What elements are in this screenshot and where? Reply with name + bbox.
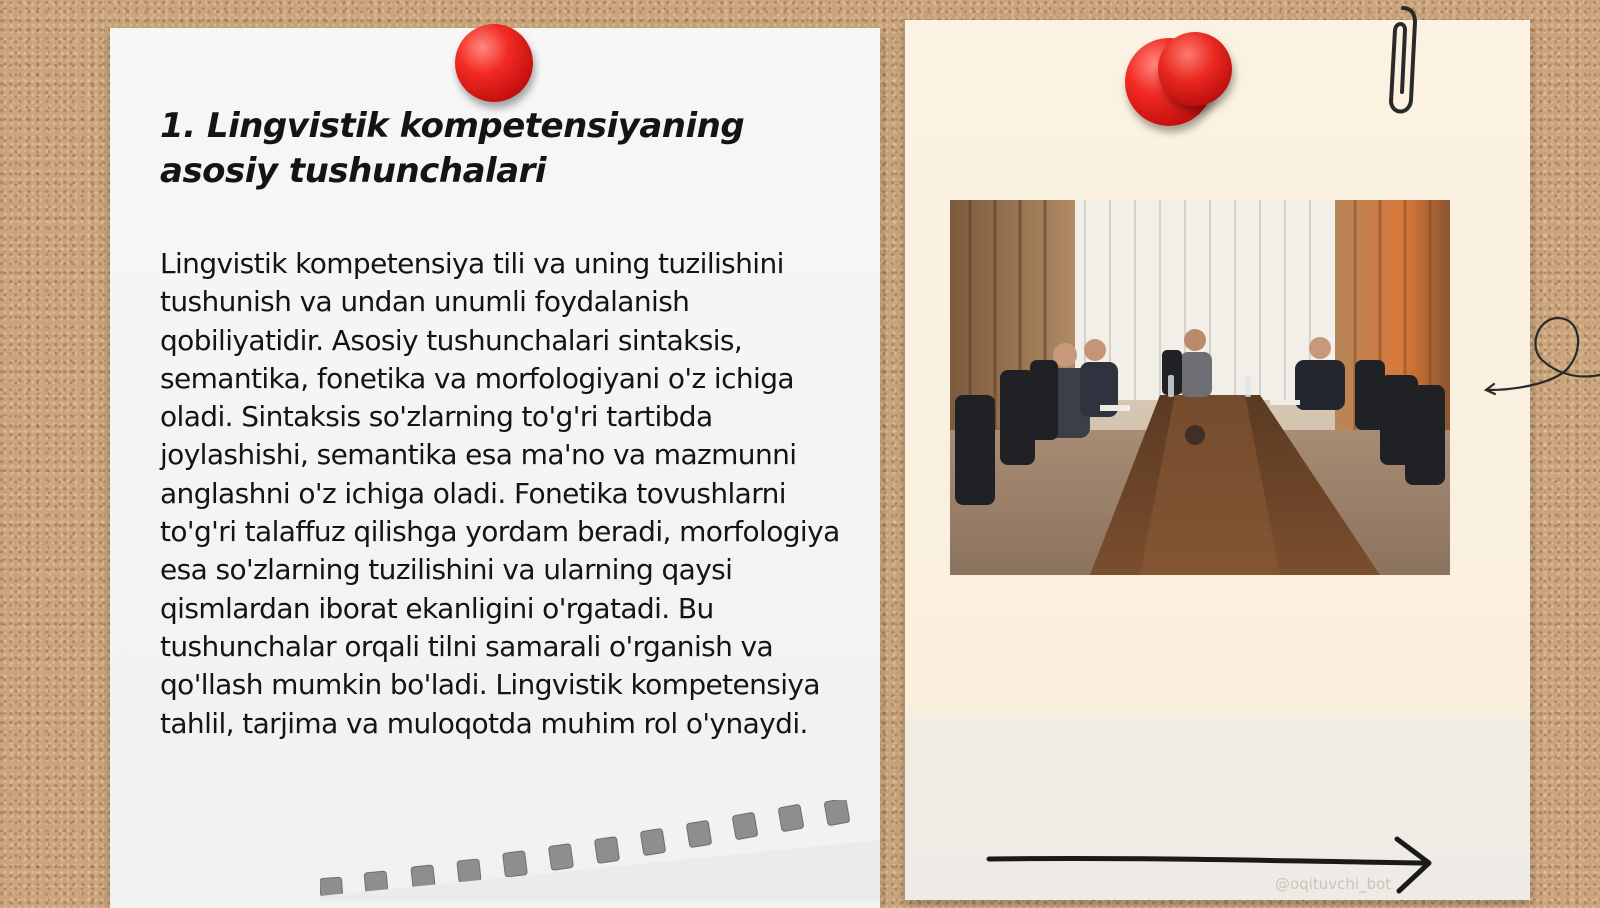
loop-arrow-doodle (1480, 310, 1600, 410)
paper-clip-icon (1375, 0, 1425, 125)
push-pin-icon (1158, 32, 1232, 106)
spiral-binding-decoration (320, 800, 880, 900)
slide-body-text: Lingvistik kompetensiya tili va uning tuzilishini tushunish va undan unumli foydalanish qobiliyatidir. Asosiy tushunchalari sintaksis, semantika, fonetika va morfologiyani o'z ichiga oladi. Sintaksis so'zlarning to'g'ri tartibda joylashishi, semantika esa ma'no va mazmunni anglashni o'z ichiga oladi. Fonetika tovushlarni to'g'ri talaffuz qilishga yordam beradi, morfologiya esa so'zlarning tuzilishini va ularning qaysi qismlardan iborat ekanligini o'rgatadi. Bu tushunchalar orqali tilni samarali o'rganish va qo'llash mumkin bo'ladi. Lingvistik kompetensiya tahlil, tarjima va muloqotda muhim rol o'ynaydi. (160, 247, 840, 740)
watermark-text: @oqituvchi_bot (1275, 875, 1392, 893)
push-pin-icon (455, 24, 533, 102)
slide-heading: 1. Lingvistik kompetensiyaning asosiy tushunchalari (160, 106, 745, 191)
meeting-room-photo (950, 200, 1450, 575)
